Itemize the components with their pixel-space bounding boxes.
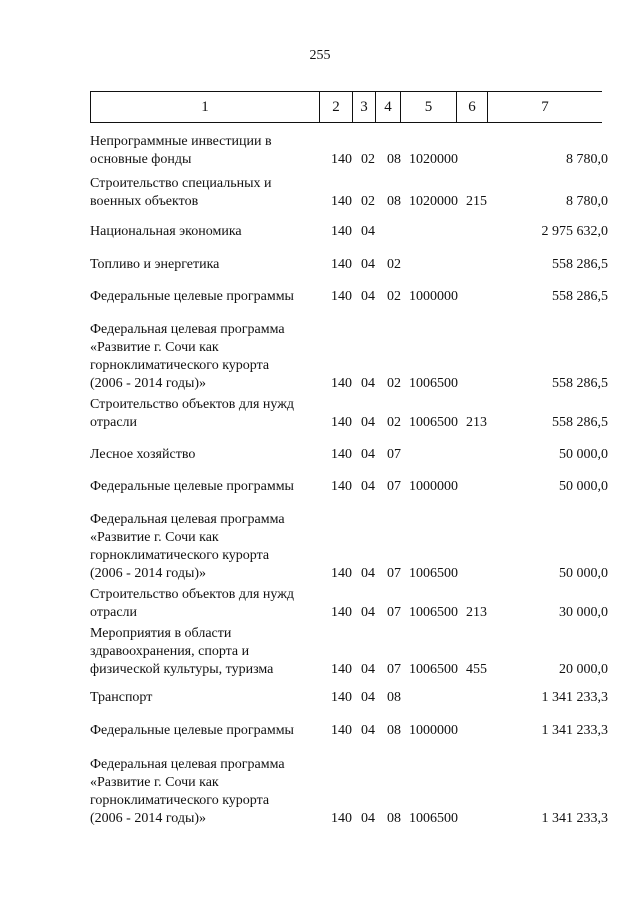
code-admin: 140 <box>331 662 352 677</box>
row-description <box>90 756 330 828</box>
column-header-6: 6 <box>457 92 488 123</box>
code-section: 04 <box>361 662 375 677</box>
description-line: Мероприятия в области <box>90 626 232 641</box>
row-description <box>90 288 330 306</box>
code-section: 04 <box>361 289 375 304</box>
code-target-article: 1006500 <box>409 566 458 581</box>
code-admin: 140 <box>331 415 352 430</box>
description-line: горноклиматического курорта <box>90 548 270 563</box>
code-section: 04 <box>361 447 375 462</box>
code-admin: 140 <box>331 289 352 304</box>
code-section: 02 <box>361 152 375 167</box>
description-line: Лесное хозяйство <box>90 447 196 462</box>
description-line: (2006 - 2014 годы)» <box>90 566 207 581</box>
code-admin: 140 <box>331 194 352 209</box>
code-subsection: 02 <box>387 415 401 430</box>
row-amount: 50 000,0 <box>559 447 608 462</box>
column-header-3: 3 <box>353 92 376 123</box>
row-description <box>90 175 330 211</box>
code-section: 04 <box>361 257 375 272</box>
column-header-1: 1 <box>91 92 320 123</box>
description-line: Строительство специальных и <box>90 176 272 191</box>
description-line: Топливо и энергетика <box>90 257 220 272</box>
row-description <box>90 586 330 622</box>
row-amount: 1 341 233,3 <box>541 723 608 738</box>
code-section: 04 <box>361 415 375 430</box>
row-amount: 558 286,5 <box>552 289 608 304</box>
description-line: (2006 - 2014 годы)» <box>90 811 207 826</box>
column-header-2: 2 <box>320 92 353 123</box>
code-target-article: 1006500 <box>409 811 458 826</box>
code-subsection: 02 <box>387 376 401 391</box>
row-amount: 558 286,5 <box>552 376 608 391</box>
description-line: Транспорт <box>90 690 153 705</box>
code-target-article: 1006500 <box>409 376 458 391</box>
code-expense-type: 213 <box>466 415 487 430</box>
description-line: Строительство объектов для нужд <box>90 397 295 412</box>
description-line: здравоохранения, спорта и <box>90 644 250 659</box>
row-amount: 20 000,0 <box>559 662 608 677</box>
row-amount: 50 000,0 <box>559 479 608 494</box>
code-subsection: 07 <box>387 662 401 677</box>
description-line: горноклиматического курорта <box>90 793 270 808</box>
description-line: Федеральная целевая программа <box>90 512 285 527</box>
row-amount: 1 341 233,3 <box>541 690 608 705</box>
code-subsection: 07 <box>387 566 401 581</box>
row-amount: 50 000,0 <box>559 566 608 581</box>
description-line: Федеральные целевые программы <box>90 289 294 304</box>
row-amount: 558 286,5 <box>552 415 608 430</box>
code-section: 04 <box>361 479 375 494</box>
column-header-table <box>90 91 602 123</box>
code-target-article: 1006500 <box>409 662 458 677</box>
code-admin: 140 <box>331 566 352 581</box>
row-description <box>90 446 330 464</box>
row-amount: 558 286,5 <box>552 257 608 272</box>
code-subsection: 08 <box>387 723 401 738</box>
code-section: 04 <box>361 723 375 738</box>
description-line: военных объектов <box>90 194 199 209</box>
code-admin: 140 <box>331 447 352 462</box>
code-subsection: 08 <box>387 811 401 826</box>
code-subsection: 08 <box>387 194 401 209</box>
description-line: Федеральная целевая программа <box>90 757 285 772</box>
code-expense-type: 455 <box>466 662 487 677</box>
description-line: Федеральные целевые программы <box>90 723 294 738</box>
code-subsection: 02 <box>387 257 401 272</box>
code-target-article: 1000000 <box>409 723 458 738</box>
description-line: «Развитие г. Сочи как <box>90 530 219 545</box>
code-target-article: 1020000 <box>409 152 458 167</box>
code-section: 04 <box>361 690 375 705</box>
description-line: горноклиматического курорта <box>90 358 270 373</box>
row-description <box>90 133 330 169</box>
code-admin: 140 <box>331 257 352 272</box>
code-target-article: 1000000 <box>409 479 458 494</box>
row-description <box>90 689 330 707</box>
code-section: 02 <box>361 194 375 209</box>
code-admin: 140 <box>331 605 352 620</box>
column-header-row <box>91 92 603 123</box>
row-description <box>90 321 330 393</box>
description-line: отрасли <box>90 415 138 430</box>
code-admin: 140 <box>331 376 352 391</box>
row-description <box>90 722 330 740</box>
code-admin: 140 <box>331 723 352 738</box>
code-admin: 140 <box>331 479 352 494</box>
description-line: основные фонды <box>90 152 192 167</box>
code-subsection: 08 <box>387 152 401 167</box>
code-subsection: 08 <box>387 690 401 705</box>
code-admin: 140 <box>331 811 352 826</box>
code-admin: 140 <box>331 690 352 705</box>
description-line: «Развитие г. Сочи как <box>90 775 219 790</box>
row-description <box>90 478 330 496</box>
description-line: (2006 - 2014 годы)» <box>90 376 207 391</box>
row-amount: 1 341 233,3 <box>541 811 608 826</box>
row-amount: 2 975 632,0 <box>541 224 608 239</box>
description-line: Строительство объектов для нужд <box>90 587 295 602</box>
description-line: «Развитие г. Сочи как <box>90 340 219 355</box>
description-line: Непрограммные инвестиции в <box>90 134 272 149</box>
row-amount: 30 000,0 <box>559 605 608 620</box>
code-target-article: 1000000 <box>409 289 458 304</box>
code-subsection: 02 <box>387 289 401 304</box>
code-section: 04 <box>361 566 375 581</box>
row-description <box>90 396 330 432</box>
row-description <box>90 223 330 241</box>
row-amount: 8 780,0 <box>566 152 608 167</box>
description-line: Национальная экономика <box>90 224 242 239</box>
code-section: 04 <box>361 376 375 391</box>
description-line: Федеральные целевые программы <box>90 479 294 494</box>
code-subsection: 07 <box>387 447 401 462</box>
page-number: 255 <box>309 48 331 63</box>
column-header-4: 4 <box>376 92 401 123</box>
code-section: 04 <box>361 605 375 620</box>
code-expense-type: 213 <box>466 605 487 620</box>
code-target-article: 1006500 <box>409 415 458 430</box>
code-admin: 140 <box>331 152 352 167</box>
code-admin: 140 <box>331 224 352 239</box>
description-line: Федеральная целевая программа <box>90 322 285 337</box>
column-header-7: 7 <box>488 92 603 123</box>
code-subsection: 07 <box>387 605 401 620</box>
row-description <box>90 625 330 679</box>
column-header-5: 5 <box>401 92 457 123</box>
code-expense-type: 215 <box>466 194 487 209</box>
code-section: 04 <box>361 224 375 239</box>
row-description <box>90 256 330 274</box>
code-section: 04 <box>361 811 375 826</box>
row-amount: 8 780,0 <box>566 194 608 209</box>
description-line: отрасли <box>90 605 138 620</box>
code-subsection: 07 <box>387 479 401 494</box>
row-description <box>90 511 330 583</box>
code-target-article: 1006500 <box>409 605 458 620</box>
description-line: физической культуры, туризма <box>90 662 274 677</box>
code-target-article: 1020000 <box>409 194 458 209</box>
